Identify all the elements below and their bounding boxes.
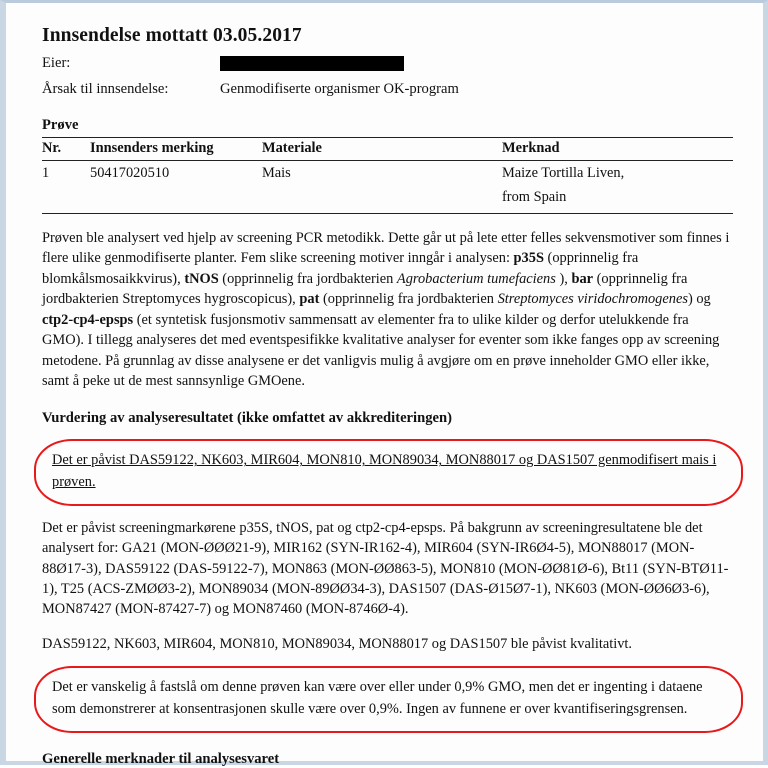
table-header-nr: Nr. (42, 137, 90, 160)
method-part3: (opprinnelig fra jordbakterien (218, 270, 397, 287)
method-part2: (opprinnelig fra blomkålsmosaikkvirus), (42, 250, 639, 287)
cell-materiale: Mais (262, 164, 291, 181)
method-b2: tNOS (184, 270, 219, 287)
table-row-continuation (42, 185, 733, 214)
meta-row-owner (42, 54, 733, 78)
method-b4: pat (299, 291, 320, 308)
table-header-merknad: Merknad (502, 137, 733, 160)
table-header-merking: Innsenders merking (90, 137, 262, 160)
meta-value-reason: Genmodifiserte organismer OK-program (220, 81, 459, 98)
method-b5: ctp2-cp4-epsps (42, 311, 134, 328)
table-header-row (42, 137, 733, 160)
qualitative-paragraph: DAS59122, NK603, MIR604, MON810, MON89034, MON88017 og DAS1507 ble påvist kvalitativt. (42, 635, 633, 652)
document-sheet (6, 3, 763, 767)
sample-section-label: Prøve (42, 116, 79, 133)
cell-merknad-line2: from Spain (502, 185, 733, 214)
method-b1: p35S (513, 250, 544, 267)
highlight-box-1 (42, 441, 733, 503)
method-paragraph (42, 228, 733, 392)
page-title: Innsendelse mottatt 03.05.2017 (42, 25, 302, 46)
highlight-text-1: Det er påvist DAS59122, NK603, MIR604, MON810, MON89034, MON88017 og DAS1507 genmodifisert mais i prøven. (52, 452, 717, 491)
cell-merknad-line1: Maize Tortilla Liven, (502, 164, 625, 181)
method-part4: ), (555, 270, 572, 287)
cell-merking-empty (90, 185, 262, 214)
table-row (42, 160, 733, 185)
redaction-bar (220, 56, 404, 71)
meta-row-reason (42, 80, 733, 100)
method-b3: bar (571, 270, 594, 287)
meta-value-owner-redacted (220, 54, 733, 78)
method-i2: Streptomyces viridochromogenes (497, 291, 688, 308)
general-notes-heading: Generelle merknader til analysesvaret (42, 750, 280, 767)
table-header-materiale: Materiale (262, 137, 502, 160)
method-part6: (opprinnelig fra jordbakterien (319, 291, 498, 308)
meta-label-reason: Årsak til innsendelse: (42, 81, 169, 98)
cell-materiale-empty (262, 185, 502, 214)
method-i1: Agrobacterium tumefaciens (396, 270, 556, 287)
sample-table (42, 137, 733, 214)
cell-merking: 50417020510 (90, 164, 170, 181)
method-part7: ) og (687, 291, 711, 308)
highlight-text-2: Det er vanskelig å fastslå om denne prøven kan være over eller under 0,9% GMO, men det er ingenting i dataene som demonstrerer at konsentrasjonen skulle være over 0,9%. Ingen av funnene er over kvantifiseringsgrensen. (52, 679, 703, 717)
assessment-heading: Vurdering av analyseresultatet (ikke omfattet av akkrediteringen) (42, 410, 452, 427)
meta-label-owner: Eier: (42, 55, 71, 72)
method-part8: (et syntetisk fusjonsmotiv sammensatt av elementer fra to ulike kilder og derfor utelukkende fra GMO). I tillegg analyseres det med eventspesifikke kvalitative analyser for eventer som ikke fanges opp av screening metodene. På grunnlag av disse analysene er det vanligvis mulig å avgjøre om en prøve inneholder GMO eller ikke, samt å peke ut de mest sannsynlige GMOene. (42, 311, 720, 389)
method-part5: (opprinnelig fra jordbakterien Streptomyces hygroscopicus), (42, 270, 688, 308)
method-part1: Prøven ble analysert ved hjelp av screening PCR metodikk. Dette går ut på lete etter felles sekvensmotiver som finnes i flere ulike genmodifiserte planter. Fem slike screening motiver inngår i analysen: (42, 229, 730, 267)
highlight-box-2 (42, 668, 733, 730)
cell-nr-empty (42, 185, 90, 214)
cell-nr: 1 (42, 164, 50, 181)
markers-paragraph: Det er påvist screeningmarkørene p35S, tNOS, pat og ctp2-cp4-epsps. På bakgrunn av screeningresultatene ble det analysert for: GA21 (MON-ØØØ21-9), MIR162 (SYN-IR162-4), MIR604 (SYN-IR6Ø4-5), MON88017 (MON-88Ø17-3), DAS59122 (DAS-59122-7), MON863 (MON-ØØ863-5), MON810 (MON-ØØ81Ø-6), Bt11 (SYN-BTØ11-1), T25 (ACS-ZMØØ3-2), MON89034 (MON-89ØØ34-3), DAS1507 (DAS-Ø15Ø7-1), NK603 (MON-ØØ6Ø3-6), MON87427 (MON-87427-7) og MON87460 (MON-8746Ø-4). (42, 519, 729, 618)
